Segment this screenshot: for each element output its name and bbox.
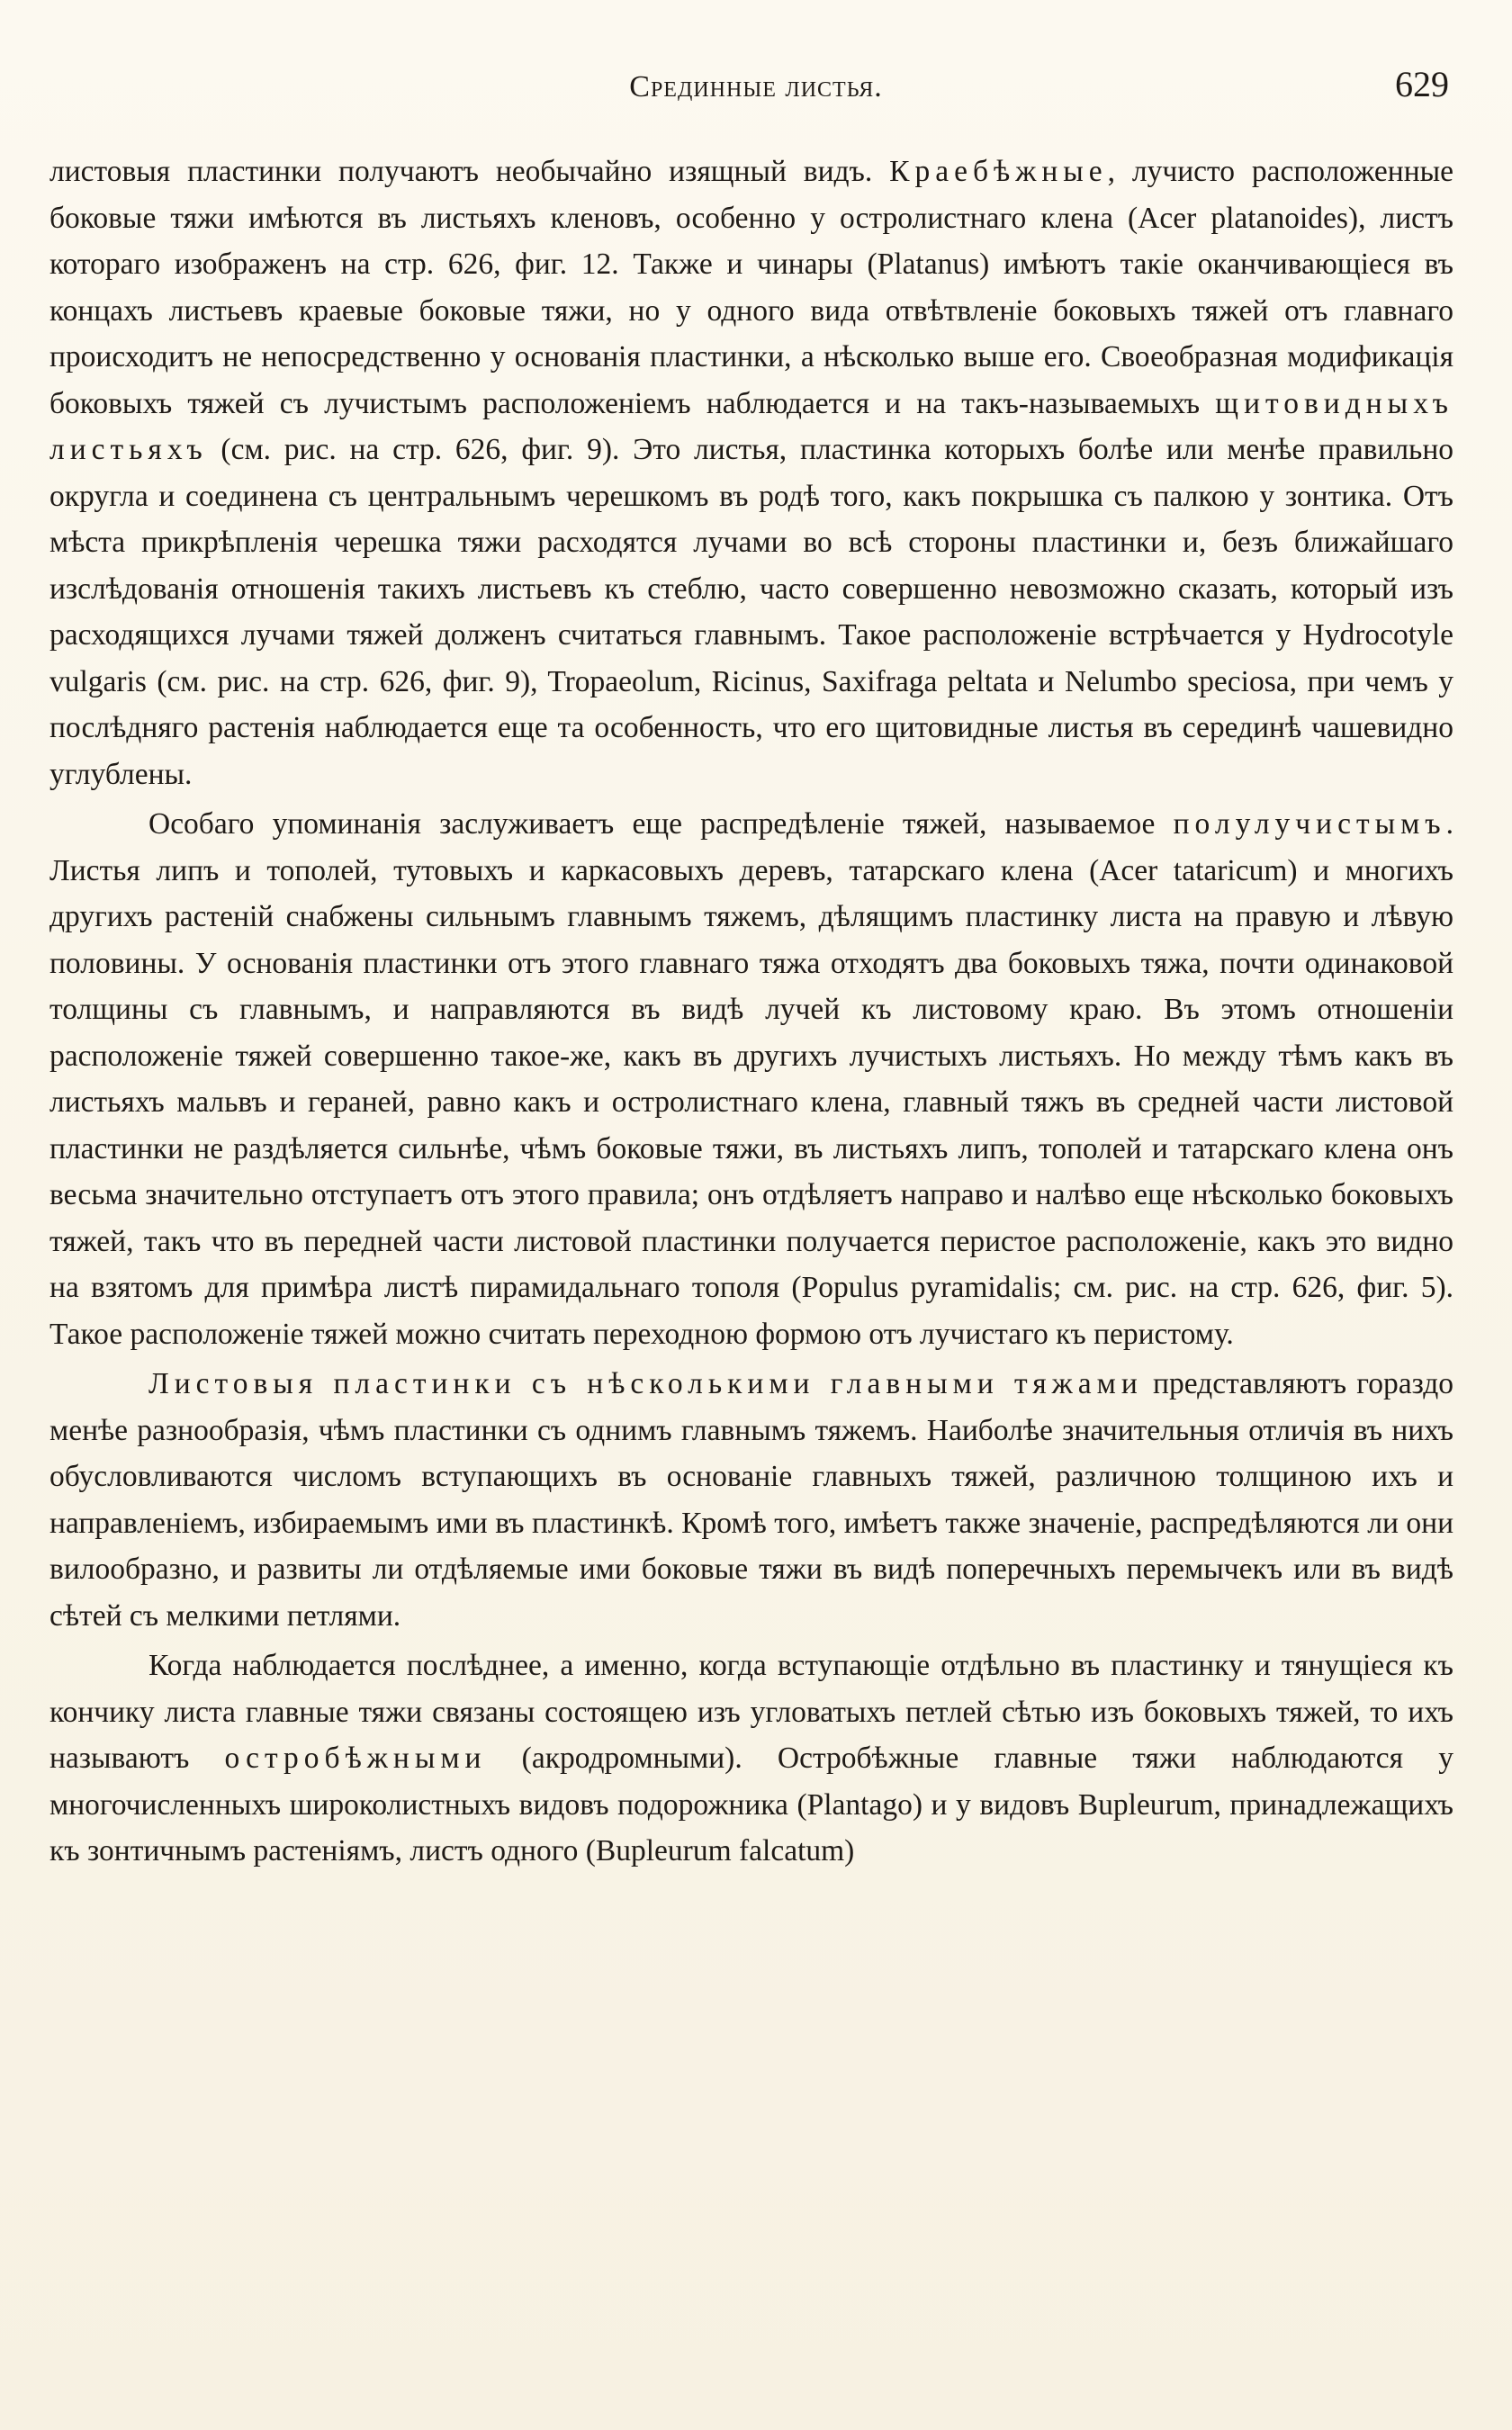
text-run: , лучисто расположенные боковые тяжи имѣются въ листьяхъ кленовъ, особенно у остролистнаго клена (Acer platanoides), листъ котораго изображенъ на стр. 626, фиг. 12. Также и чинары (Platanus) имѣютъ такіе оканчивающіеся въ концахъ листьевъ краевые боковые тяжи, но у одного вида отвѣтвленіе боковыхъ тяжей отъ главнаго происходитъ не непосредственно у основанія пластинки, а нѣсколько выше его. Своеобразная модификація боковыхъ тяжей съ лучистымъ расположеніемъ наблюдается и на такъ-называемыхъ [50, 155, 1454, 420]
paragraph [50, 1642, 1454, 1875]
spaced-term: щитовидныхъ листьяхъ [50, 386, 1454, 466]
spaced-term: Листовыя пластинки съ нѣсколькими главными тяжами [148, 1367, 1143, 1400]
text-run: листовыя пластинки получаютъ необычайно изящный видъ. [50, 155, 890, 188]
paragraph [50, 801, 1454, 1357]
page-header [0, 63, 1512, 126]
spaced-term: полулучистымъ [1173, 807, 1446, 841]
text-run: Особаго упоминанія заслуживаетъ еще распредѣленіе тяжей, называемое [148, 807, 1174, 841]
paragraph [50, 148, 1454, 797]
paragraph [50, 1361, 1454, 1639]
text-run: (см. рис. на стр. 626, фиг. 9). Это листья, пластинка которыхъ болѣе или менѣе правильно округла и соединена съ центральнымъ черешкомъ въ родѣ того, какъ покрышка съ палкою у зонтика. Отъ мѣста прикрѣпленія черешка тяжи расходятся лучами во всѣ стороны пластинки и, безъ ближайшаго изслѣдованія отношенія такихъ листьевъ къ стеблю, часто совершенно невозможно сказать, который изъ расходящихся лучами тяжей долженъ считаться главнымъ. Такое расположеніе встрѣчается у Hydrocotyle vulgaris (см. рис. на стр. 626, фиг. 9), Tropaeolum, Ricinus, Saxifraga peltata и Nelumbo speciosa, при чемъ у послѣдняго растенія наблюдается еще та особенность, что его щитовидные листья въ серединѣ чашевидно углублены. [50, 433, 1454, 791]
text-run: . Листья липъ и тополей, тутовыхъ и каркасовыхъ деревъ, татарскаго клена (Acer tataricum) и многихъ другихъ растеній снабжены сильнымъ главнымъ тяжемъ, дѣлящимъ пластинку листа на правую и лѣвую половины. У основанія пластинки отъ этого главнаго тяжа отходятъ два боковыхъ тяжа, почти одинаковой толщины съ главнымъ, и направляются въ видѣ лучей къ листовому краю. Въ этомъ отношеніи расположеніе тяжей совершенно такое-же, какъ въ другихъ лучистыхъ листьяхъ. Но между тѣмъ какъ въ листьяхъ мальвъ и гераней, равно какъ и остролистнаго клена, главный тяжъ въ средней части листовой пластинки не раздѣляется сильнѣе, чѣмъ боковые тяжи, въ листьяхъ липъ, тополей и татарскаго клена онъ весьма значительно отступаетъ отъ этого правила; онъ отдѣляетъ направо и налѣво еще нѣсколько боковыхъ тяжей, такъ что въ передней части листовой пластинки получается перистое расположеніе, какъ это видно на взятомъ для примѣра листѣ пирамидальнаго тополя (Populus pyramidalis; см. рис. на стр. 626, фиг. 5). Такое расположеніе тяжей можно считать переходною формою отъ лучистаго къ перистому. [50, 807, 1454, 1351]
spaced-term: остробѣжными [224, 1742, 487, 1775]
text-run: (акродромными). Остробѣжные главные тяжи наблюдаются у многочисленныхъ широколистныхъ видовъ подорожника (Plantago) и у видовъ Bupleurum, принадлежащихъ къ зонтичнымъ растеніямъ, листъ одного (Bupleurum falcatum) [50, 1742, 1454, 1868]
body-text [50, 148, 1454, 1878]
page-number: 629 [1395, 64, 1449, 104]
text-run: Когда наблюдается послѣднее, а именно, когда вступающіе отдѣльно въ пластинку и тянущіеся къ кончику листа главные тяжи связаны состоящею изъ угловатыхъ петлей сѣтью изъ боковыхъ тяжей, то ихъ называютъ [50, 1649, 1454, 1775]
text-run: представляютъ гораздо менѣе разнообразія, чѣмъ пластинки съ однимъ главнымъ тяжемъ. Наиболѣе значительныя отличія въ нихъ обусловливаются числомъ вступающихъ въ основаніе главныхъ тяжей, различною толщиною ихъ и направленіемъ, избираемымъ ими въ пластинкѣ. Кромѣ того, имѣетъ также значеніе, распредѣляются ли они вилообразно, и развиты ли отдѣляемые ими боковые тяжи въ видѣ поперечныхъ перемычекъ или въ видѣ сѣтей съ мелкими петлями. [50, 1367, 1454, 1633]
running-head: Срединные листья. [629, 70, 883, 104]
spaced-term: Краебѣжные [889, 155, 1108, 188]
